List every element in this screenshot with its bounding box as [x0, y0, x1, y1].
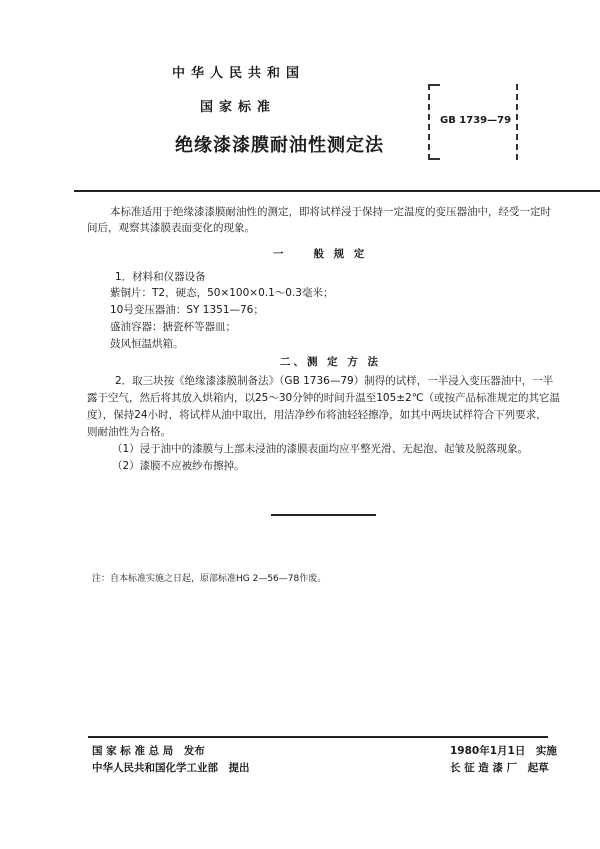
- proposer: 中华人民共和国化学工业部 提出: [92, 762, 250, 774]
- standard-code: GB 1739—79: [440, 115, 512, 126]
- method-line: 露于空气，然后将其放入烘箱内，以25～30分钟的时间升温至105±2℃（或按产品标准规定的其它温: [87, 392, 561, 404]
- document-title: 绝缘漆漆膜耐油性测定法: [175, 135, 384, 156]
- requirement-item: （1）浸于油中的漆膜与上部未浸油的漆膜表面均应平整光滑、无起泡、起皱及脱落现象。: [112, 443, 529, 455]
- method-line: 度），保持24小时，将试样从油中取出，用洁净纱布将油轻轻擦净，如其中两块试样符合下列要求，: [87, 409, 547, 421]
- intro-line: 本标准适用于绝缘漆漆膜耐油性的测定，即将试样浸于保持一定温度的变压器油中，经受一定时: [110, 206, 551, 218]
- requirement-item: （2）漆膜不应被纱布擦掉。: [112, 460, 245, 472]
- item-title: 1．材料和仪器设备: [115, 271, 206, 283]
- header-divider: [74, 190, 600, 192]
- intro-line: 间后，观察其漆膜表面变化的现象。: [87, 222, 255, 234]
- drafter: 长 征 造 漆 厂 起草: [450, 762, 549, 774]
- standard-category: 国家标准: [200, 100, 277, 115]
- note: 注：自本标准实施之日起，原部标准HG 2—56—78作废。: [92, 574, 327, 584]
- effective-date: 1980年1月1日 实施: [450, 745, 557, 757]
- section-heading: 一 般 规 定: [273, 248, 368, 260]
- method-line: 则耐油性为合格。: [87, 426, 171, 438]
- section-heading: 二、测 定 方 法: [280, 356, 381, 368]
- end-rule: [271, 514, 376, 516]
- material-line: 鼓风恒温烘箱。: [110, 338, 184, 350]
- material-line: 10号变压器油：SY 1351—76；: [110, 304, 264, 316]
- country-heading: 中华人民共和国: [172, 66, 306, 81]
- publisher: 国 家 标 准 总 局 发布: [92, 745, 205, 757]
- method-line: 2．取三块按《绝缘漆漆膜制备法》（GB 1736—79）制得的试样，一半浸入变压器油中，一半: [115, 375, 554, 387]
- material-line: 盛油容器：搪瓷杯等器皿；: [110, 321, 236, 333]
- material-line: 紫铜片：T2，硬态，50×100×0.1～0.3毫米；: [110, 287, 334, 299]
- footer-divider: [88, 736, 548, 738]
